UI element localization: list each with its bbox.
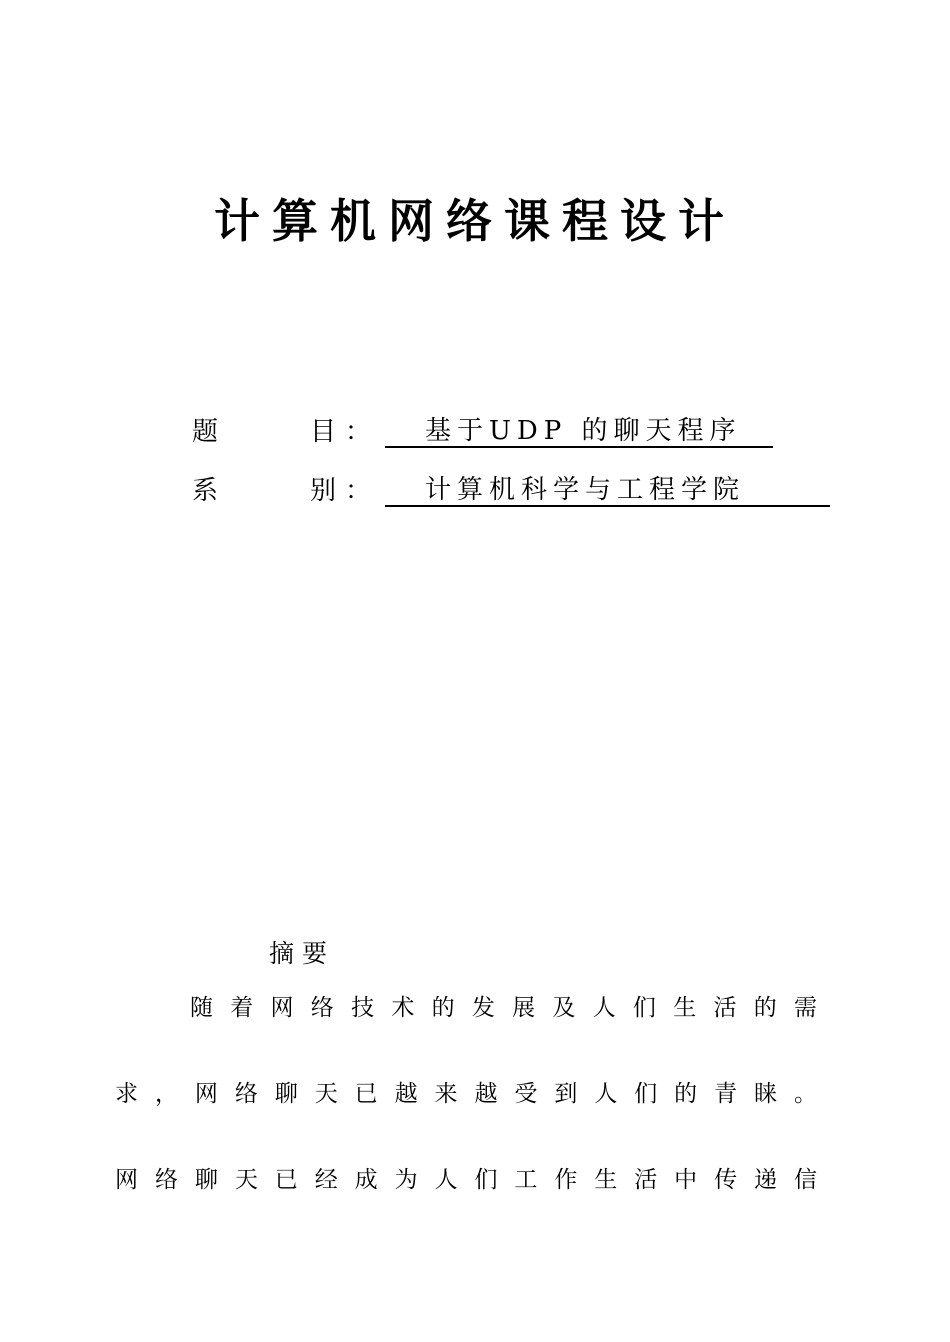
abstract-char: 作 bbox=[554, 1167, 578, 1193]
abstract-char: 络 bbox=[154, 1167, 178, 1193]
abstract-char: 人 bbox=[434, 1167, 458, 1193]
abstract-char: 天 bbox=[314, 1081, 338, 1107]
abstract-char: 的 bbox=[431, 995, 455, 1021]
abstract-char: 天 bbox=[234, 1167, 258, 1193]
abstract-char: 已 bbox=[274, 1167, 298, 1193]
document-title: 计算机网络课程设计 bbox=[214, 194, 736, 248]
abstract-char: 络 bbox=[234, 1081, 258, 1107]
abstract-char: 们 bbox=[632, 995, 656, 1021]
abstract-char: 发 bbox=[471, 995, 495, 1021]
department-label-char-1: 系 bbox=[192, 476, 219, 506]
department-colon: ： bbox=[345, 476, 372, 506]
abstract-char: 中 bbox=[674, 1167, 698, 1193]
abstract-char: 聊 bbox=[194, 1167, 218, 1193]
abstract-char: 网 bbox=[115, 1167, 138, 1193]
abstract-char: 随 bbox=[190, 995, 213, 1021]
abstract-char: 工 bbox=[514, 1167, 538, 1193]
abstract-char: 及 bbox=[552, 995, 576, 1021]
abstract-char: 越 bbox=[474, 1081, 498, 1107]
abstract-char: 网 bbox=[270, 995, 294, 1021]
abstract-char: 需 bbox=[793, 995, 817, 1021]
abstract-char: 们 bbox=[474, 1167, 498, 1193]
abstract-char: 络 bbox=[310, 995, 334, 1021]
abstract-line bbox=[115, 1074, 817, 1114]
abstract-char: 人 bbox=[594, 1081, 618, 1107]
abstract-char: 求 bbox=[115, 1081, 138, 1107]
topic-row bbox=[0, 412, 950, 452]
department-row bbox=[0, 471, 950, 511]
abstract-char: 越 bbox=[394, 1081, 418, 1107]
abstract-char: 术 bbox=[391, 995, 415, 1021]
department-value: 计算机科学与工程学院 bbox=[385, 473, 830, 507]
abstract-char: 传 bbox=[714, 1167, 738, 1193]
abstract-char: 生 bbox=[594, 1167, 618, 1193]
abstract-char: 生 bbox=[673, 995, 697, 1021]
topic-label-char-2: 目 bbox=[310, 417, 337, 447]
abstract-char: 到 bbox=[554, 1081, 578, 1107]
abstract-char: 经 bbox=[314, 1167, 338, 1193]
abstract-char: 为 bbox=[394, 1167, 418, 1193]
abstract-char: 。 bbox=[793, 1081, 817, 1107]
abstract-line bbox=[190, 988, 817, 1028]
abstract-heading: 摘要 bbox=[269, 939, 336, 968]
abstract-char: 受 bbox=[514, 1081, 538, 1107]
abstract-char: 来 bbox=[434, 1081, 458, 1107]
abstract-char: 成 bbox=[354, 1167, 378, 1193]
abstract-char: 睐 bbox=[754, 1081, 777, 1107]
abstract-char: 活 bbox=[634, 1167, 658, 1193]
abstract-char: ， bbox=[154, 1081, 178, 1107]
abstract-char: 的 bbox=[753, 995, 777, 1021]
abstract-char: 人 bbox=[592, 995, 616, 1021]
abstract-char: 着 bbox=[230, 995, 254, 1021]
topic-colon: ： bbox=[345, 417, 372, 447]
abstract-char: 展 bbox=[512, 995, 536, 1021]
abstract-char: 技 bbox=[351, 995, 375, 1021]
abstract-line bbox=[115, 1160, 817, 1200]
abstract-char: 已 bbox=[354, 1081, 378, 1107]
abstract-char: 递 bbox=[754, 1167, 777, 1193]
abstract-char: 们 bbox=[634, 1081, 658, 1107]
topic-label-char-1: 题 bbox=[192, 417, 219, 447]
topic-value: 基于UDP 的聊天程序 bbox=[385, 414, 773, 448]
abstract-char: 的 bbox=[674, 1081, 698, 1107]
abstract-char: 网 bbox=[194, 1081, 218, 1107]
abstract-char: 活 bbox=[713, 995, 737, 1021]
abstract-char: 聊 bbox=[274, 1081, 298, 1107]
abstract-char: 青 bbox=[714, 1081, 738, 1107]
department-label-char-2: 别 bbox=[310, 476, 337, 506]
abstract-char: 信 bbox=[793, 1167, 817, 1193]
